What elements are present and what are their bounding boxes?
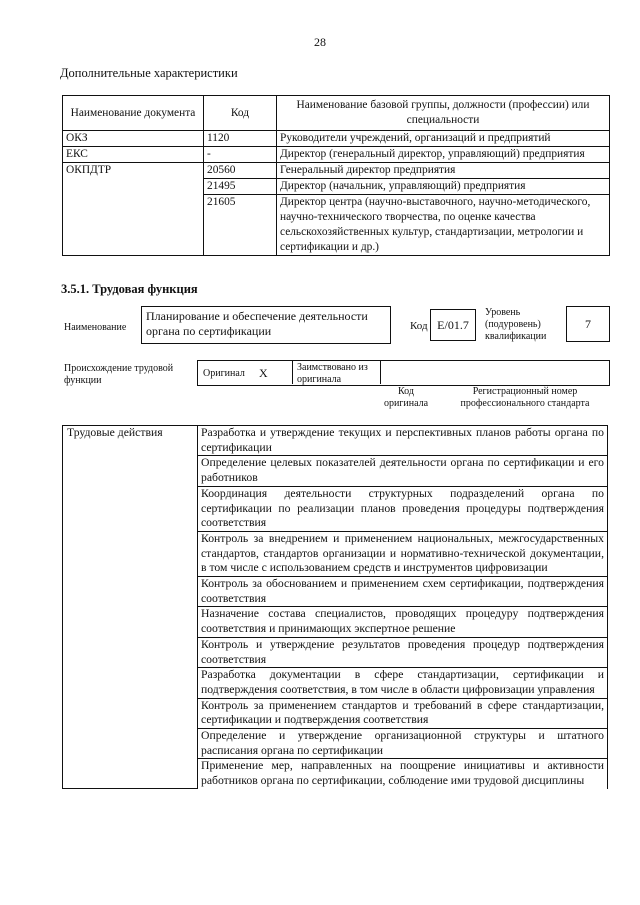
additional-heading: Дополнительные характеристики [60,66,238,80]
row-name: Руководители учреждений, организаций и предприятий [277,131,610,147]
origin-divider-2 [380,360,381,384]
table-row [63,163,610,179]
action-item: Контроль за применением стандартов и требований в сфере стандартизации, сертификации и подтверждения соответствия [198,698,608,728]
function-code-value: E/01.7 [437,318,469,332]
row-code: 20560 [204,163,277,179]
row-name: Генеральный директор предприятия [277,163,610,179]
table-row [63,426,608,456]
additional-characteristics-table [62,95,610,256]
level-value: 7 [585,317,591,331]
labor-actions-table [62,425,608,789]
reg-number-label: Регистрационный номер профессионального стандарта [460,386,590,409]
row-name: Директор (начальник, управляющий) предприятия [277,179,610,195]
action-item: Назначение состава специалистов, проводящих процедуру подтверждения соответствия и принимающих экспертное решение [198,607,608,637]
function-code-box [430,309,476,341]
original-mark: X [259,366,268,380]
function-name-value: Планирование и обеспечение деятельности органа по сертификации [146,309,368,338]
row-name: Директор центра (научно-выставочного, научно-методического, научно-технического творчества, по оценке качества сельскохозяйственных культур, стандартизации, метрологии и сертификации и др.) [277,195,610,256]
category-label: Трудовые действия [63,426,198,789]
row-doc: ОКЗ [63,131,204,147]
header-doc: Наименование документа [63,96,204,131]
header-code: Код [204,96,277,131]
action-item: Применение мер, направленных на поощрение инициативы и активности работников органа по сертификации, соблюдение ими трудовой дисциплины [198,759,608,789]
table-header-row [63,96,610,131]
action-item: Разработка документации в сфере стандартизации, сертификации и подтверждения соответствия, в том числе в области цифровизации управления [198,668,608,698]
action-item: Определение и утверждение организационной структуры и штатного расписания органа по сертификации [198,729,608,759]
function-name-box [141,306,391,344]
table-row [63,147,610,163]
table-row [63,131,610,147]
row-name: Директор (генеральный директор, управляющий) предприятия [277,147,610,163]
page-number: 28 [314,35,326,49]
action-item: Контроль за внедрением и применением национальных, межгосударственных стандартов, стандартов организации и нормативно-технической документации, в том числе с использованием средств и инструментов цифровизации [198,531,608,576]
action-item: Контроль за обоснованием и применением схем сертификации, подтверждения соответствия [198,577,608,607]
origin-divider-1 [292,360,293,384]
action-item: Координация деятельности структурных подразделений органа по сертификации по реализации планов проведения процедуры подтверждения соответствия [198,486,608,531]
level-label: Уровень (подуровень) квалификации [485,307,547,342]
function-title: 3.5.1. Трудовая функция [61,282,198,296]
row-doc: ОКПДТР [63,163,204,256]
action-item: Контроль и утверждение результатов проведения процедур подтверждения соответствия [198,637,608,667]
row-code: 1120 [204,131,277,147]
row-code: 21605 [204,195,277,256]
row-doc: ЕКС [63,147,204,163]
level-box [566,306,610,342]
original-label: Оригинал [203,368,245,379]
code-label: Код [410,320,428,332]
header-name: Наименование базовой группы, должности (профессии) или специальности [277,96,610,131]
orig-code-label: Код оригинала [383,386,429,409]
action-item: Разработка и утверждение текущих и перспективных планов работы органа по сертификации [198,426,608,456]
origin-label: Происхождение трудовой функции [64,363,174,386]
row-code: - [204,147,277,163]
name-label: Наименование [64,322,127,333]
borrowed-label: Заимствовано из оригинала [297,362,368,385]
action-item: Определение целевых показателей деятельности органа по сертификации и его работников [198,456,608,486]
row-code: 21495 [204,179,277,195]
